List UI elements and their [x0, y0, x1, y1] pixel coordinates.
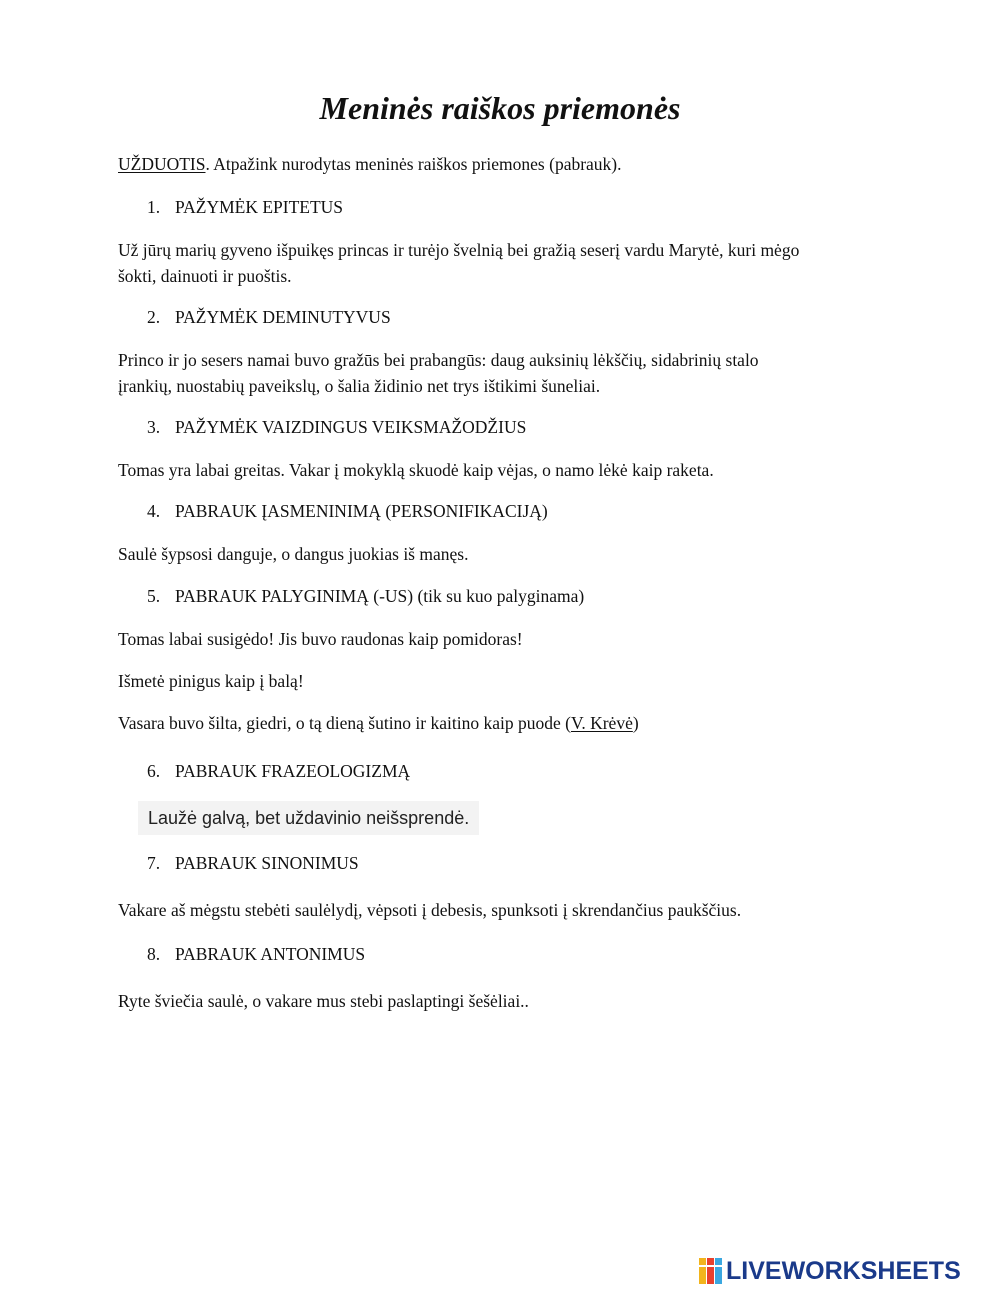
- section-1-heading: 1. PAŽYMĖK EPITETUS: [147, 197, 344, 217]
- section-7-heading: 7. PABRAUK SINONIMUS: [147, 853, 359, 873]
- page-title: Meninės raiškos priemonės: [319, 90, 681, 126]
- section-8-line-1: Ryte šviečia saulė, o vakare mus stebi paslaptingi šešėliai..: [118, 991, 529, 1011]
- section-6-line-1: Laužė galvą, bet uždavinio neišsprendė.: [138, 801, 479, 835]
- section-3-heading: 3. PAŽYMĖK VAIZDINGUS VEIKSMAŽODŽIUS: [147, 417, 527, 437]
- task-text: . Atpažink nurodytas meninės raiškos priemones (pabrauk).: [205, 154, 622, 174]
- brand-name: LIVEWORKSHEETS: [726, 1256, 961, 1285]
- liveworksheets-icon: [699, 1258, 723, 1284]
- section-7-line-1: Vakare aš mėgstu stebėti saulėlydį, vėpsoti į debesis, spunksoti į skrendančius paukščius.: [118, 900, 742, 920]
- task-instruction: [118, 151, 622, 177]
- section-3-line-1: Tomas yra labai greitas. Vakar į mokyklą skuodė kaip vėjas, o namo lėkė kaip raketa.: [118, 460, 714, 480]
- section-2-line-2: įrankių, nuostabių paveikslų, o šalia židinio net trys ištikimi šuneliai.: [118, 376, 601, 396]
- section-4-line-1: Saulė šypsosi danguje, o dangus juokias iš manęs.: [118, 544, 469, 564]
- quote-author: V. Krėvė: [570, 713, 633, 733]
- section-4-heading: 4. PABRAUK ĮASMENINIMĄ (PERSONIFIKACIJĄ): [147, 501, 548, 521]
- section-2-heading: 2. PAŽYMĖK DEMINUTYVUS: [147, 307, 391, 327]
- task-label: UŽDUOTIS: [118, 154, 206, 174]
- section-8-heading: 8. PABRAUK ANTONIMUS: [147, 944, 366, 964]
- section-6-heading: 6. PABRAUK FRAZEOLOGIZMĄ: [147, 761, 411, 781]
- section-1-line-2: šokti, dainuoti ir puoštis.: [118, 266, 292, 286]
- section-2-line-1: Princo ir jo sesers namai buvo gražūs bei prabangūs: daug auksinių lėkščių, sidabrinių stalo: [118, 350, 759, 370]
- section-5-line-2: Išmetė pinigus kaip į balą!: [118, 671, 304, 691]
- section-1-line-1: Už jūrų marių gyveno išpuikęs princas ir turėjo švelnią bei gražią seserį vardu Marytė, kuri mėgo: [118, 240, 800, 260]
- section-5-quote: Vasara buvo šilta, giedri, o tą dieną šutino ir kaitino kaip puode (V. Krėvė): [118, 713, 639, 733]
- liveworksheets-logo: [699, 1257, 961, 1285]
- section-5-line-1: Tomas labai susigėdo! Jis buvo raudonas kaip pomidoras!: [118, 629, 523, 649]
- section-5-heading: 5. PABRAUK PALYGINIMĄ (-US) (tik su kuo palyginama): [147, 586, 585, 606]
